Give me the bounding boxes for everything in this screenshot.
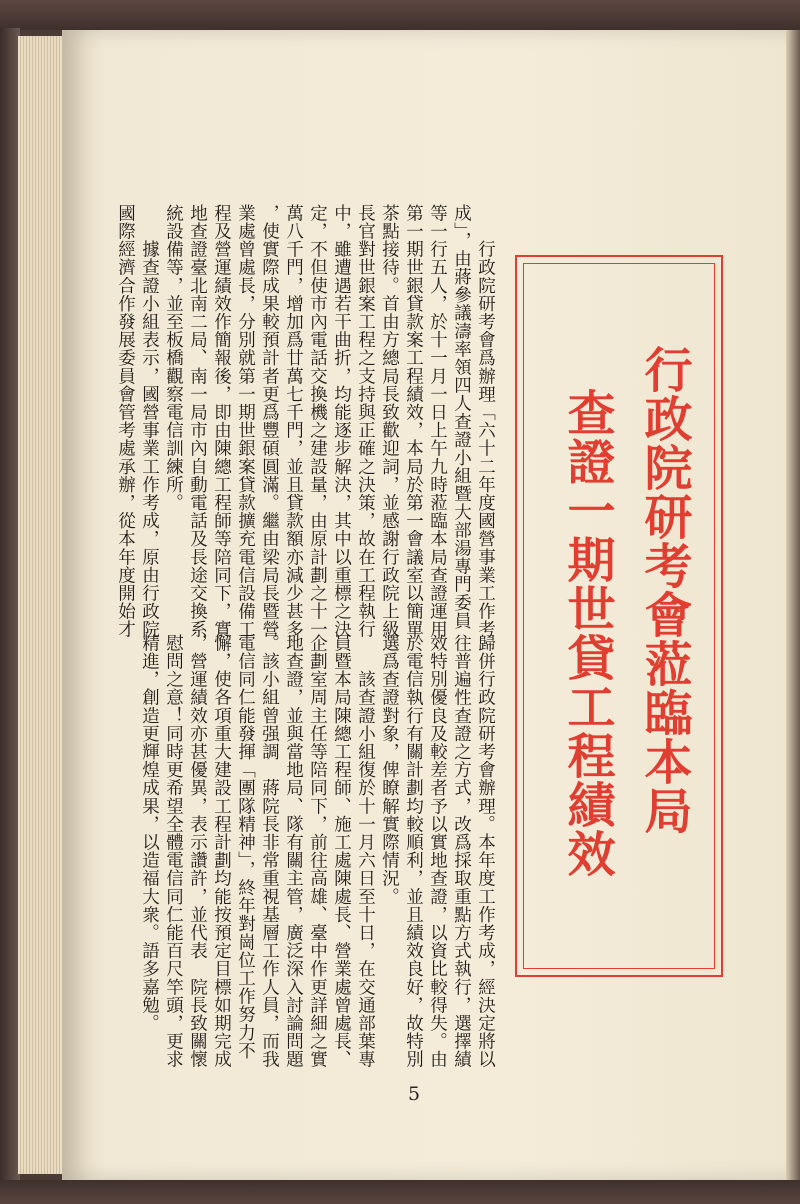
body-column: 精進，創造更輝煌成果，以造福大衆。語多嘉勉。	[139, 634, 160, 1033]
body-column: 等一行五人，於十一月一日上午九時蒞臨本局查證運用	[427, 204, 448, 639]
body-column: 該查證小組復於十一月六日至十日，在交通部葉專	[355, 634, 376, 1069]
body-column: 萬八千門，增加爲廿萬七千門，並且貸款額亦減少甚多	[283, 204, 304, 639]
book-cover-bottom	[0, 1180, 800, 1204]
body-column: 統設備等，並至板橋觀察電信訓練所。	[163, 204, 184, 512]
body-column: 歸併行政院研考會辦理。本年度工作考成，經決定將以	[475, 634, 496, 1069]
body-column: 地查證臺北南二局、南一局市內自動電話及長途交換系	[187, 204, 208, 639]
book-cover-top	[0, 0, 800, 30]
book-cover-left	[0, 28, 20, 1188]
body-column: 員暨本局陳總工程師、施工處陳處長、營業處曾處長、	[331, 634, 352, 1069]
body-column: 行政院研考會爲辦理「六十二年度國營事業工作考	[475, 204, 496, 639]
body-column: 電信同仁能發揮「團隊精神」，終年對崗位工作努力不	[235, 634, 256, 1060]
body-column: 企劃室周主任等陪同下，前往高雄、臺中作更詳細之實	[307, 634, 328, 1069]
page-number: 5	[408, 1083, 421, 1105]
body-column: 國際經濟合作發展委員會管考處承辦，從本年度開始才	[115, 204, 136, 639]
body-column: ，使實際成果較預計者更爲豐碩圓滿。繼由梁局長暨營	[259, 204, 280, 639]
body-column: 中，雖遭遇若干曲折，均能逐步解決，其中以重標之決	[331, 204, 352, 639]
body-column: 成」，由蔣參議濤率領四人查證小組暨大部湯專門委員	[451, 204, 472, 630]
body-column: 地查證，並與當地局、隊有關主管，廣泛深入討論問題	[283, 634, 304, 1069]
body-column: 選爲查證對象，俾瞭解實際情況。	[379, 634, 400, 906]
body-column: 懈，使各項重大建設工程計劃均能按預定目標如期完成	[211, 634, 232, 1069]
book-gutter	[786, 30, 800, 1180]
body-column: 茶點接待。首由方總局長致歡迎詞，並感謝行政院上級	[379, 204, 400, 639]
body-column: 程及營運績效作簡報後，即由陳總工程師等陪同下，實	[211, 204, 232, 639]
body-column: 於電信執行有關計劃均較順利，並且績效良好，故特別	[403, 634, 424, 1069]
body-column: ，營運績效亦甚優異，表示讚許，並代表 院長致關懷	[187, 634, 208, 1069]
body-column: 。該小組曾强調 蔣院長非常重視基層工作人員，而我	[259, 634, 280, 1069]
body-column: 據查證小組表示，國營事業工作考成，原由行政院	[139, 204, 160, 639]
headline-line-1: 行政院研考會蒞臨本局	[636, 345, 692, 835]
body-column: 業處曾處長，分別就第一期世銀案貸款擴充電信設備工	[235, 204, 256, 639]
body-column: 往普遍性查證之方式，改爲採取重點方式執行，選擇績	[451, 634, 472, 1069]
body-column: 效特別優良及較差者予以實地查證，以資比較得失。由	[427, 634, 448, 1069]
body-column: 慰問之意！同時更希望全體電信同仁能百尺竿頭，更求	[163, 634, 184, 1069]
body-column: 長官對世銀案工程之支持與正確之決策，故在工程執行	[355, 204, 376, 639]
body-column: 定，不但使市內電話交換機之建設量，由原計劃之十一	[307, 204, 328, 639]
headline-line-2: 查證一期世貸工程績效	[559, 388, 615, 878]
body-column: 第一期世銀貸款案工程績效，本局於第一會議室以簡單	[403, 204, 424, 639]
